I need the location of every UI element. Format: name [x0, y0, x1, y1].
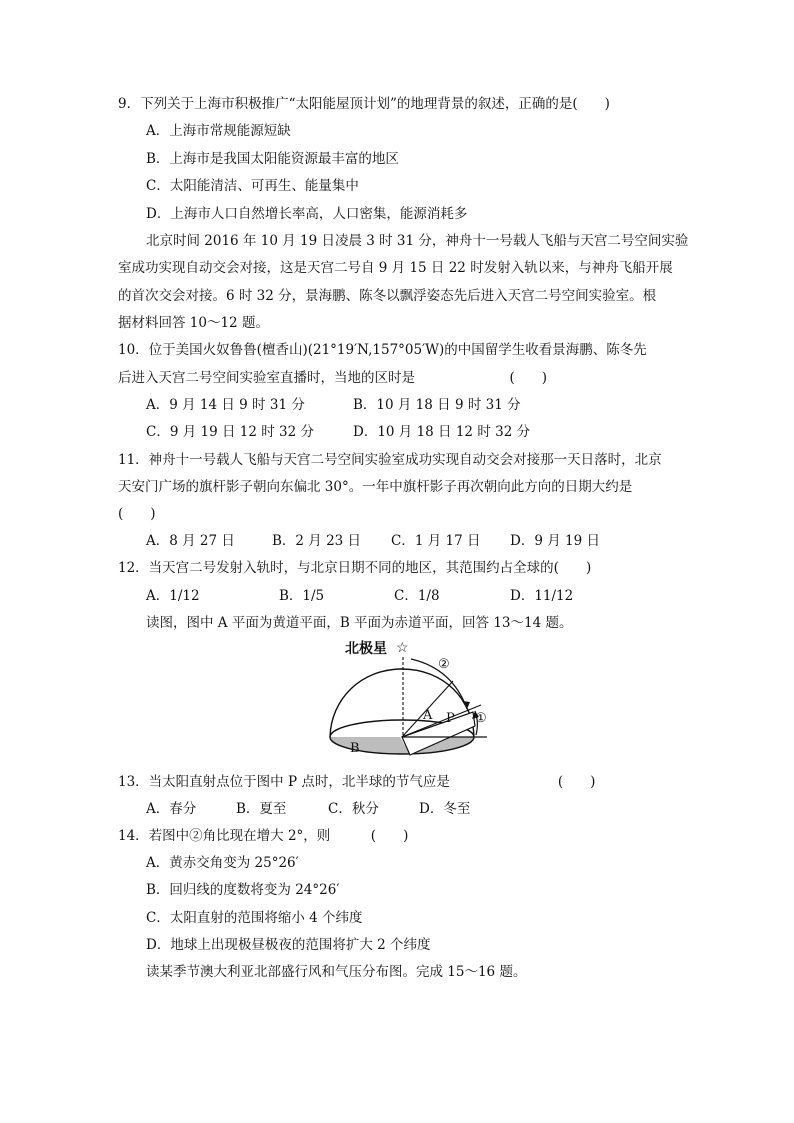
q10-option-d: D．10 月 18 日 12 时 32 分	[353, 424, 531, 440]
label-angle-2: ②	[438, 657, 450, 672]
q13-option-a: A．春分	[146, 801, 197, 817]
material-line-3: 的首次交会对接。6 时 32 分，景海鹏、陈冬以飘浮姿态先后进入天宫二号空间实验室。根	[118, 288, 657, 304]
q9-option-b: B．上海市是我国太阳能资源最丰富的地区	[146, 151, 399, 167]
material-line-1: 北京时间 2016 年 10 月 19 日凌晨 3 时 31 分，神舟十一号载人飞船与天宫二号空间实验	[146, 233, 689, 249]
q10-option-b: B．10 月 18 日 9 时 31 分	[353, 397, 521, 413]
q13-option-c: C．秋分	[328, 801, 379, 817]
polaris-label: 北极星	[345, 641, 387, 657]
q13-option-b: B．夏至	[236, 801, 287, 817]
label-b: B	[350, 741, 360, 756]
q13-stem: 13．当太阳直射点位于图中 P 点时，北半球的节气应是 ( )	[118, 774, 596, 790]
q11-stem-line-3: ( )	[118, 506, 156, 522]
q12-option-d: D．11/12	[510, 588, 574, 604]
q11-stem-line-1: 11．神舟十一号载人飞船与天宫二号空间实验室成功实现自动交会对接那一天日落时，北京	[118, 452, 662, 468]
q12-option-c: C．1/8	[394, 588, 440, 604]
q9-stem: 9．下列关于上海市积极推广“太阳能屋顶计划”的地理背景的叙述，正确的是( )	[118, 96, 610, 112]
q14-stem: 14．若图中②角比现在增大 2°，则 ( )	[118, 828, 409, 844]
label-p: P	[446, 711, 455, 726]
q11-option-b: B．2 月 23 日	[272, 533, 362, 549]
q10-stem-line-1: 10．位于美国火奴鲁鲁(檀香山)(21°19′N,157°05′W)的中国留学生收看景海鹏、陈冬先	[118, 342, 647, 358]
q9-option-d: D．上海市人口自然增长率高，人口密集，能源消耗多	[146, 206, 468, 222]
diagram-svg	[325, 639, 490, 762]
q14-option-d: D．地球上出现极昼极夜的范围将扩大 2 个纬度	[146, 937, 431, 953]
q12-option-b: B．1/5	[279, 588, 325, 604]
q9-option-c: C．太阳能清洁、可再生、能量集中	[146, 178, 359, 194]
q14-option-c: C．太阳直射的范围将缩小 4 个纬度	[146, 910, 363, 926]
material-line-4: 据材料回答 10～12 题。	[118, 315, 269, 331]
q14-option-b: B．回归线的度数将变为 24°26′	[146, 882, 340, 898]
label-a: A	[423, 708, 433, 723]
next-section-intro: 读某季节澳大利亚北部盛行风和气压分布图。完成 15～16 题。	[146, 964, 527, 980]
q11-option-d: D．9 月 19 日	[510, 533, 600, 549]
figure-intro: 读图，图中 A 平面为黄道平面，B 平面为赤道平面，回答 13～14 题。	[146, 615, 573, 631]
q12-option-a: A．1/12	[146, 588, 200, 604]
q10-stem-line-2: 后进入天宫二号空间实验室直播时，当地的区时是 ( )	[118, 370, 548, 386]
q12-stem: 12．当天宫二号发射入轨时，与北京日期不同的地区，其范围约占全球的( )	[118, 560, 592, 576]
q14-option-a: A．黄赤交角变为 25°26′	[146, 855, 299, 871]
q10-option-a: A．9 月 14 日 9 时 31 分	[146, 397, 305, 413]
q13-option-d: D．冬至	[419, 801, 471, 817]
ecliptic-equator-diagram	[325, 639, 490, 762]
material-line-2: 室成功实现自动交会对接，这是天宫二号自 9 月 15 日 22 时发射入轨以来，与神舟飞船开展	[118, 260, 673, 276]
q11-option-a: A．8 月 27 日	[146, 533, 235, 549]
label-angle-1: ①	[475, 711, 487, 726]
q11-stem-line-2: 天安门广场的旗杆影子朝向东偏北 30°。一年中旗杆影子再次朝向此方向的日期大约是	[118, 479, 633, 495]
polaris-star-icon: ☆	[396, 640, 409, 656]
q10-option-c: C．9 月 19 日 12 时 32 分	[146, 424, 314, 440]
q9-option-a: A．上海市常规能源短缺	[146, 123, 291, 139]
q11-option-c: C．1 月 17 日	[391, 533, 481, 549]
